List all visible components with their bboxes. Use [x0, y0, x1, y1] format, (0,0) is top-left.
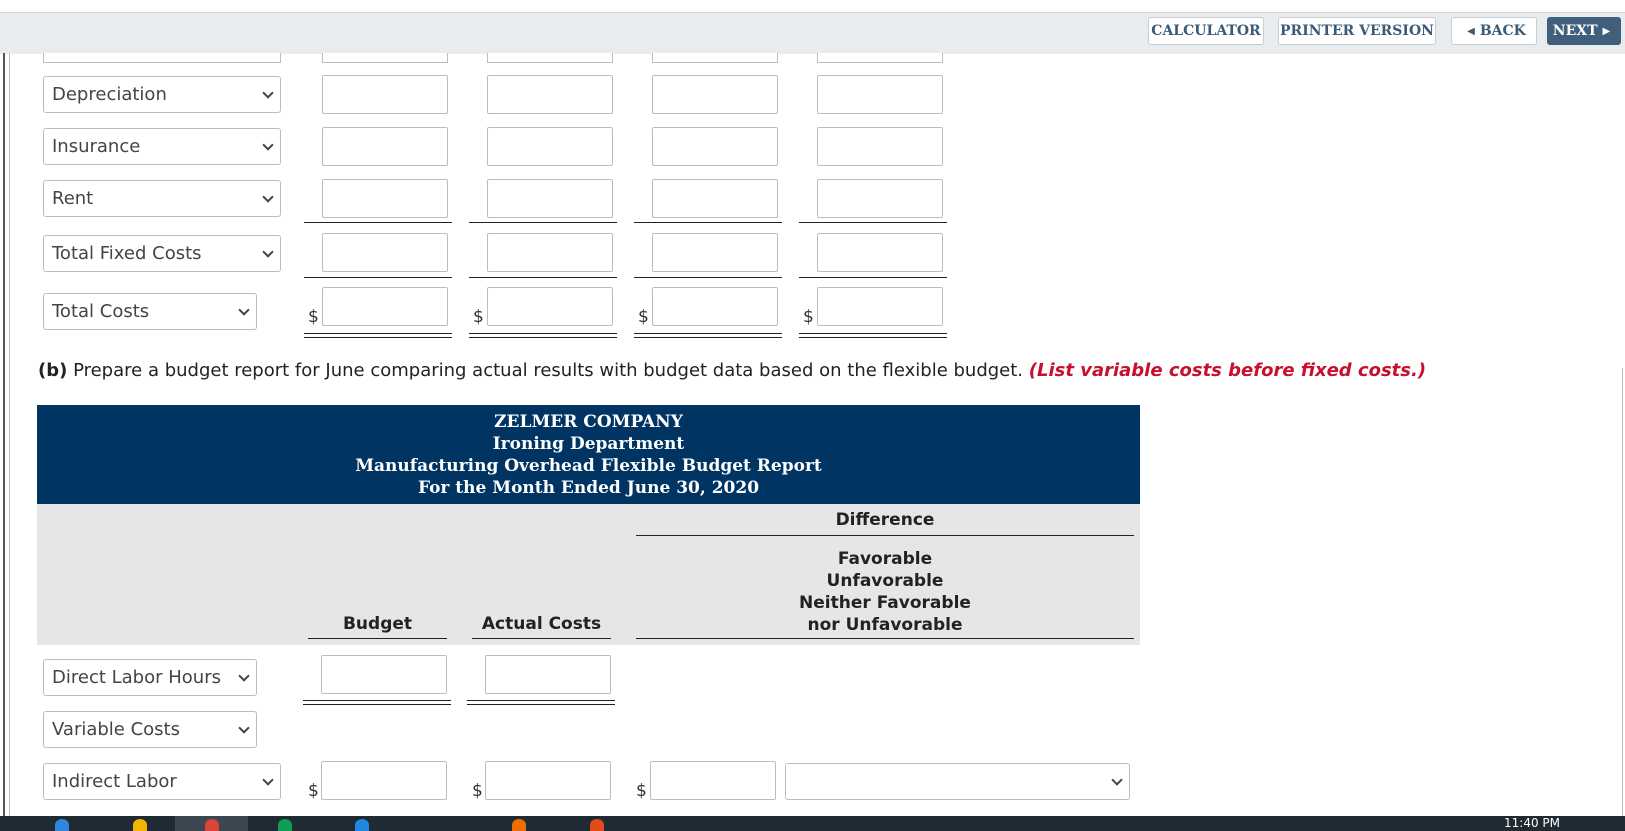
rent-input-4[interactable] — [817, 179, 943, 218]
insurance-input-3[interactable] — [652, 127, 778, 166]
dollar-sign: $ — [636, 781, 647, 801]
double-underline — [799, 337, 947, 338]
chevron-down-icon — [1111, 774, 1122, 785]
total-costs-input-2[interactable] — [487, 287, 613, 326]
total-costs-input-4[interactable] — [817, 287, 943, 326]
depreciation-input-2[interactable] — [487, 75, 613, 114]
chevron-down-icon — [238, 670, 249, 681]
dollar-sign: $ — [308, 307, 319, 327]
previous-row-input-2[interactable] — [487, 53, 613, 63]
underline — [799, 277, 947, 278]
left-border — [3, 53, 5, 816]
total-fixed-costs-input-3[interactable] — [652, 233, 778, 272]
double-underline — [467, 704, 615, 705]
department-name: Ironing Department — [492, 434, 685, 454]
direct-labor-hours-select[interactable] — [43, 659, 257, 696]
next-label: NEXT — [1552, 23, 1598, 39]
option-neither: Neither Favorable — [799, 593, 971, 613]
app-icon[interactable] — [133, 819, 147, 831]
previous-row-input-3[interactable] — [652, 53, 778, 63]
indirect-labor-difference-input[interactable] — [650, 761, 776, 800]
next-button[interactable] — [1547, 17, 1621, 45]
double-underline — [469, 333, 617, 334]
app-icon[interactable] — [355, 819, 369, 831]
rent-input-1[interactable] — [322, 179, 448, 218]
double-underline — [634, 333, 782, 334]
indirect-labor-difference-select[interactable] — [785, 763, 1130, 800]
header-rule — [636, 535, 1134, 536]
part-b-prefix: (b) — [38, 360, 68, 381]
depreciation-label: Depreciation — [52, 84, 167, 105]
app-icon[interactable] — [278, 819, 292, 831]
back-button[interactable] — [1451, 17, 1537, 45]
dollar-sign: $ — [308, 781, 319, 801]
depreciation-input-1[interactable] — [322, 75, 448, 114]
double-underline — [303, 700, 451, 701]
depreciation-select[interactable] — [43, 76, 281, 113]
option-favorable: Favorable — [837, 549, 933, 569]
double-underline — [469, 337, 617, 338]
double-underline — [634, 337, 782, 338]
scrollbar-track[interactable] — [1622, 368, 1623, 816]
insurance-input-1[interactable] — [322, 127, 448, 166]
previous-row-input-4[interactable] — [817, 53, 943, 63]
previous-row-select[interactable] — [43, 53, 281, 63]
indirect-labor-select[interactable] — [43, 763, 281, 800]
calculator-button[interactable] — [1148, 17, 1264, 45]
dollar-sign: $ — [803, 307, 814, 327]
header-rule — [472, 638, 611, 639]
underline — [799, 222, 947, 223]
total-costs-label: Total Costs — [52, 301, 150, 322]
total-fixed-costs-select[interactable] — [43, 235, 281, 272]
app-icon[interactable] — [590, 819, 604, 831]
underline — [469, 222, 617, 223]
part-b-note: (List variable costs before fixed costs.) — [1028, 360, 1427, 381]
printer-version-button[interactable] — [1278, 17, 1436, 45]
rent-select[interactable] — [43, 180, 281, 217]
chrome-icon[interactable] — [205, 819, 219, 831]
report-title: Manufacturing Overhead Flexible Budget Report — [355, 456, 822, 476]
rent-input-3[interactable] — [652, 179, 778, 218]
chevron-down-icon — [262, 774, 273, 785]
header-rule — [308, 638, 447, 639]
double-underline — [303, 704, 451, 705]
direct-labor-hours-label: Direct Labor Hours — [52, 667, 221, 688]
rent-input-2[interactable] — [487, 179, 613, 218]
double-underline — [467, 700, 615, 701]
os-taskbar — [0, 816, 1625, 831]
triangle-right-icon: ▶ — [1602, 25, 1611, 37]
variable-costs-select[interactable] — [43, 711, 257, 748]
actual-costs-header: Actual Costs — [481, 614, 602, 634]
total-costs-input-1[interactable] — [322, 287, 448, 326]
difference-header: Difference — [835, 510, 935, 530]
previous-row-input-1[interactable] — [322, 53, 448, 63]
budget-header: Budget — [342, 614, 413, 634]
underline — [634, 277, 782, 278]
report-header — [37, 405, 1140, 504]
top-toolbar — [0, 12, 1625, 54]
double-underline — [304, 333, 452, 334]
chevron-down-icon — [262, 139, 273, 150]
insurance-input-2[interactable] — [487, 127, 613, 166]
chevron-down-icon — [262, 191, 273, 202]
total-costs-input-3[interactable] — [652, 287, 778, 326]
app-icon[interactable] — [512, 819, 526, 831]
insurance-select[interactable] — [43, 128, 281, 165]
total-fixed-costs-label: Total Fixed Costs — [52, 243, 202, 264]
back-label: BACK — [1479, 23, 1526, 39]
direct-labor-hours-budget-input[interactable] — [321, 655, 447, 694]
dollar-sign: $ — [473, 307, 484, 327]
company-name: ZELMER COMPANY — [494, 412, 683, 432]
option-unfavorable: Unfavorable — [826, 571, 944, 591]
dollar-sign: $ — [472, 781, 483, 801]
part-b-text: Prepare a budget report for June comparing actual results with budget data based on the flexible budget. — [67, 360, 1029, 381]
depreciation-input-3[interactable] — [652, 75, 778, 114]
direct-labor-hours-actual-input[interactable] — [485, 655, 611, 694]
app-icon[interactable] — [55, 819, 69, 831]
chevron-down-icon — [262, 87, 273, 98]
variable-costs-label: Variable Costs — [52, 719, 180, 740]
printer-version-label: PRINTER VERSION — [1280, 23, 1434, 39]
total-costs-select[interactable] — [43, 293, 257, 330]
underline — [634, 222, 782, 223]
underline — [304, 222, 452, 223]
chevron-down-icon — [262, 246, 273, 257]
double-underline — [304, 337, 452, 338]
option-nor-unfavorable: nor Unfavorable — [807, 615, 963, 635]
underline — [304, 277, 452, 278]
double-underline — [799, 333, 947, 334]
triangle-left-icon: ◀ — [1467, 25, 1475, 37]
total-fixed-costs-input-1[interactable] — [322, 233, 448, 272]
rent-label: Rent — [52, 188, 94, 209]
indirect-labor-label: Indirect Labor — [52, 771, 177, 792]
header-rule — [636, 638, 1134, 639]
chevron-down-icon — [238, 722, 249, 733]
insurance-input-4[interactable] — [817, 127, 943, 166]
total-fixed-costs-input-4[interactable] — [817, 233, 943, 272]
part-b-instruction — [38, 360, 1426, 381]
left-border-inner — [9, 53, 10, 816]
depreciation-input-4[interactable] — [817, 75, 943, 114]
indirect-labor-budget-input[interactable] — [321, 761, 447, 800]
indirect-labor-actual-input[interactable] — [485, 761, 611, 800]
insurance-label: Insurance — [52, 136, 141, 157]
report-period: For the Month Ended June 30, 2020 — [417, 478, 760, 498]
taskbar-clock: 11:40 PM — [1504, 816, 1560, 830]
dollar-sign: $ — [638, 307, 649, 327]
underline — [469, 277, 617, 278]
calculator-label: CALCULATOR — [1151, 23, 1261, 39]
total-fixed-costs-input-2[interactable] — [487, 233, 613, 272]
chevron-down-icon — [238, 304, 249, 315]
difference-options — [636, 548, 1134, 636]
